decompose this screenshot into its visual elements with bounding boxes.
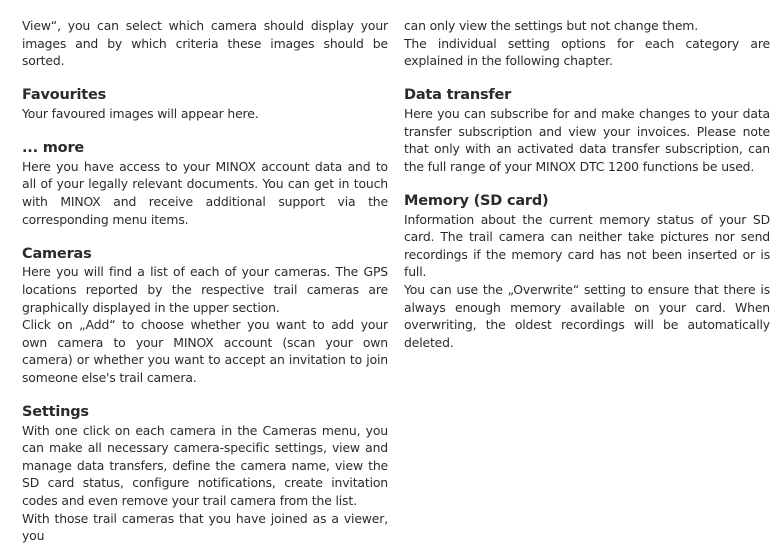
spacer [22, 70, 388, 88]
spacer [22, 228, 388, 246]
memory-heading: Memory (SD card) [404, 192, 549, 209]
settings-heading: Settings [22, 404, 89, 421]
spacer [404, 175, 770, 193]
spacer [404, 70, 770, 88]
intro-paragraph: View“, you can select which camera should display your images and by which criteria these images should be sorted. [22, 18, 388, 69]
data-transfer-text: Here you can subscribe for and make changes to your data transfer subscription and view your invoices. Please note that only with an activated data transfer subscription, can the full range of your MINOX DTC 1200 functions be used. [404, 105, 770, 174]
more-heading: ... more [22, 140, 85, 157]
spacer [22, 386, 388, 404]
memory-section [404, 193, 770, 351]
settings-text-1: With one click on each camera in the Cameras menu, you can make all necessary camera-specific settings, view and manage data transfers, define the camera name, view the SD card status, configure notifications, create invitation codes and even remove your trail camera from the list. [22, 422, 388, 509]
cameras-heading: Cameras [22, 245, 92, 262]
memory-text-2: You can use the „Overwrite“ setting to ensure that there is always enough memory available on your card. When overwriting, the oldest recordings will be automatically deleted. [404, 281, 770, 350]
settings-continued-2: The individual setting options for each category are explained in the following chapter. [404, 35, 770, 69]
settings-continued-1: can only view the settings but not change them. [404, 18, 699, 33]
data-transfer-heading: Data transfer [404, 87, 512, 104]
data-transfer-section [404, 87, 770, 175]
more-section [22, 140, 388, 228]
spacer [22, 123, 388, 141]
more-text: Here you have access to your MINOX account data and to all of your legally relevant documents. You can get in touch with MINOX and receive additional support via the corresponding menu items. [22, 158, 388, 227]
memory-text-1: Information about the current memory status of your SD card. The trail camera can neither take pictures nor send recordings if the memory card has not been inserted or is full. [404, 211, 770, 280]
favourites-section [22, 87, 388, 122]
cameras-text-2: Click on „Add“ to choose whether you want to add your own camera to your MINOX account (scan your own camera) or whether you want to accept an invitation to join someone else's trail camera. [22, 317, 388, 385]
right-column [404, 17, 770, 351]
left-column [22, 17, 388, 545]
settings-section [22, 404, 388, 545]
cameras-section [22, 246, 388, 387]
cameras-text-1: Here you will find a list of each of your cameras. The GPS locations reported by the respective trail cameras are graphically displayed in the upper section. [22, 264, 388, 315]
favourites-heading: Favourites [22, 87, 107, 104]
settings-text-2: With those trail cameras that you have joined as a viewer, you [22, 510, 388, 544]
favourites-text: Your favoured images will appear here. [22, 105, 259, 121]
